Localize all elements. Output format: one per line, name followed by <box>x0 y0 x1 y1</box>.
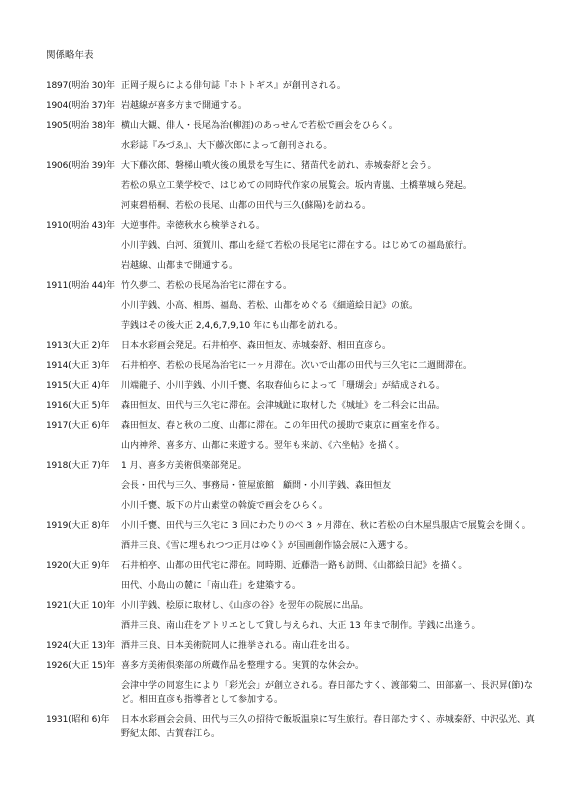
entry-line: 1 月、喜多方美術倶楽部発足。 <box>121 461 247 471</box>
chronology-entry <box>46 659 536 707</box>
entry-year: 1919(大正 8)年 <box>46 521 110 531</box>
entry-line: 喜多方美術倶楽部の所蔵作品を整理する。実質的な休会か。 <box>121 661 365 671</box>
entry-body <box>121 639 536 653</box>
entry-line: 石井柏亭、山都の田代宅に滞在。同時期、近藤浩一路も訪問、《山都絵日記》を描く。 <box>121 561 468 571</box>
entry-line: 大逆事件。幸徳秋水ら検挙される。 <box>121 221 266 231</box>
entry-line: 大下藤次郎、磐梯山噴火後の風景を写生に、猪苗代を訪れ、赤城泰舒と会う。 <box>121 161 437 171</box>
entry-body <box>121 119 536 153</box>
entry-body <box>121 279 536 333</box>
chronology-entry <box>46 99 536 113</box>
chronology-entry <box>46 399 536 413</box>
entry-body <box>121 379 536 393</box>
chronology-entry <box>46 379 536 393</box>
entry-body <box>121 713 536 741</box>
chronology-entry <box>46 79 536 93</box>
chronology-entry <box>46 219 536 273</box>
entry-body <box>121 599 536 633</box>
entry-body <box>121 459 536 513</box>
entry-line: 正岡子規らによる俳句誌『ホトトギス』が創刊される。 <box>121 81 346 91</box>
entry-year: 1918(大正 7)年 <box>46 461 110 471</box>
entry-line: 石井柏亭、若松の長尾為治宅に一ヶ月滞在。次いで山都の田代与三久宅に二週間滞在。 <box>121 361 473 371</box>
entry-year: 1915(大正 4)年 <box>46 381 110 391</box>
entry-line: 川端龍子、小川芋銭、小川千甕、名取春仙らによって「珊瑚会」が結成される。 <box>121 381 446 391</box>
chronology-entry <box>46 519 536 553</box>
entry-body <box>121 339 536 353</box>
entry-line: 会長・田代与三久、事務局・笹屋旅館 顧問・小川芋銭、森田恒友 <box>121 481 392 491</box>
entry-line: 酒井三良、南山荘をアトリエとして貸し与えられ、大正 13 年まで制作。芋銭に出逢う。 <box>121 621 481 631</box>
entry-line: 小川芋銭、小高、相馬、福島、若松、山都をめぐる《細道絵日記》の旅。 <box>121 301 419 311</box>
entry-body <box>121 359 536 373</box>
entry-year: 1904(明治 37)年 <box>46 101 115 111</box>
entry-line: 岩越線が喜多方まで開通する。 <box>121 101 248 111</box>
entry-year: 1897(明治 30)年 <box>46 81 115 91</box>
entry-line: 森田恒友、田代与三久宅に滞在。会津城趾に取材した《城址》を二科会に出品。 <box>121 401 446 411</box>
entry-body <box>121 659 536 707</box>
entry-year: 1910(明治 43)年 <box>46 221 115 231</box>
chronology-entry <box>46 159 536 213</box>
entry-body <box>121 79 536 93</box>
entry-line: 日本水彩画会会員、田代与三久の招待で飯坂温泉に写生旅行。春日部たすく、赤城泰舒、中沢弘光、真野紀太郎、古賀春江ら。 <box>121 715 535 739</box>
entry-line: 小川芋銭、白河、須賀川、郡山を経て若松の長尾宅に滞在する。はじめての福島旅行。 <box>121 241 473 251</box>
entry-year: 1917(大正 6)年 <box>46 421 110 431</box>
entry-year: 1931(昭和 6)年 <box>46 715 110 725</box>
entry-body <box>121 219 536 273</box>
chronology-entry <box>46 359 536 373</box>
chronology-entry <box>46 459 536 513</box>
entry-body <box>121 559 536 593</box>
entry-line: 芋銭はその後大正 2,4,6,7,9,10 年にも山都を訪れる。 <box>121 321 344 331</box>
page-title: 関係略年表 <box>46 50 94 61</box>
chronology-entry <box>46 279 536 333</box>
chronology-list <box>46 79 536 747</box>
entry-year: 1924(大正 13)年 <box>46 641 115 651</box>
entry-line: 河東碧梧桐、若松の長尾、山都の田代与三久(蘇陽)を訪ねる。 <box>121 201 372 211</box>
entry-line: 小川千甕、坂下の片山素堂の斡旋で画会をひらく。 <box>121 501 328 511</box>
entry-year: 1905(明治 38)年 <box>46 121 115 131</box>
entry-line: 若松の県立工業学校で、はじめての同時代作家の展覧会。坂内青嵐、土橋華城ら発起。 <box>121 181 472 191</box>
entry-line: 会津中学の同窓生により「彩光会」が創立される。春日部たすく、渡部菊二、田部嘉一、長沢昇(節)など。相田直彦も指導者として参加する。 <box>121 681 533 705</box>
entry-line: 水彩誌『みづゑ』、大下藤次郎によって創刊される。 <box>121 141 333 151</box>
entry-line: 山内神斧、喜多方、山都に来遊する。翌年も来訪、《六坐帖》を描く。 <box>121 441 405 451</box>
chronology-entry <box>46 339 536 353</box>
entry-year: 1906(明治 39)年 <box>46 161 115 171</box>
entry-body <box>121 419 536 453</box>
entry-line: 岩越線、山都まで開通する。 <box>121 261 239 271</box>
chronology-entry <box>46 639 536 653</box>
chronology-entry <box>46 599 536 633</box>
entry-line: 森田恒友、春と秋の二度、山都に滞在。この年田代の援助で東京に画室を作る。 <box>121 421 446 431</box>
chronology-entry <box>46 713 536 741</box>
entry-line: 日本水彩画会発足。石井柏亭、森田恒友、赤城泰舒、相田直彦ら。 <box>121 341 392 351</box>
entry-year: 1914(大正 3)年 <box>46 361 110 371</box>
entry-year: 1911(明治 44)年 <box>46 281 115 291</box>
entry-year: 1920(大正 9)年 <box>46 561 110 571</box>
entry-year: 1921(大正 10)年 <box>46 601 115 611</box>
entry-line: 小川千甕、田代与三久宅に 3 回にわたりのべ 3 ヶ月滞在、秋に若松の白木屋呉服店で展覧会を開く。 <box>121 521 531 531</box>
chronology-entry <box>46 419 536 453</box>
entry-body <box>121 399 536 413</box>
entry-line: 酒井三良、日本美術院同人に推挙される。南山荘を出る。 <box>121 641 356 651</box>
entry-year: 1926(大正 15)年 <box>46 661 115 671</box>
entry-body <box>121 159 536 213</box>
entry-line: 田代、小島山の麓に「南山荘」を建築する。 <box>121 581 302 591</box>
chronology-entry <box>46 559 536 593</box>
entry-line: 酒井三良、《雪に埋もれつつ正月はゆく》が国画創作協会展に入選する。 <box>121 541 414 551</box>
entry-year: 1916(大正 5)年 <box>46 401 110 411</box>
chronology-entry <box>46 119 536 153</box>
entry-body <box>121 99 536 113</box>
entry-line: 竹久夢二、若松の長尾為治宅に滞在する。 <box>121 281 293 291</box>
entry-line: 小川芋銭、桧原に取材し、《山彦の谷》を翌年の院展に出品。 <box>121 601 369 611</box>
entry-line: 横山大観、俳人・長尾為治(柳涯)のあっせんで若松で画会をひらく。 <box>121 121 398 131</box>
entry-year: 1913(大正 2)年 <box>46 341 110 351</box>
entry-body <box>121 519 536 553</box>
